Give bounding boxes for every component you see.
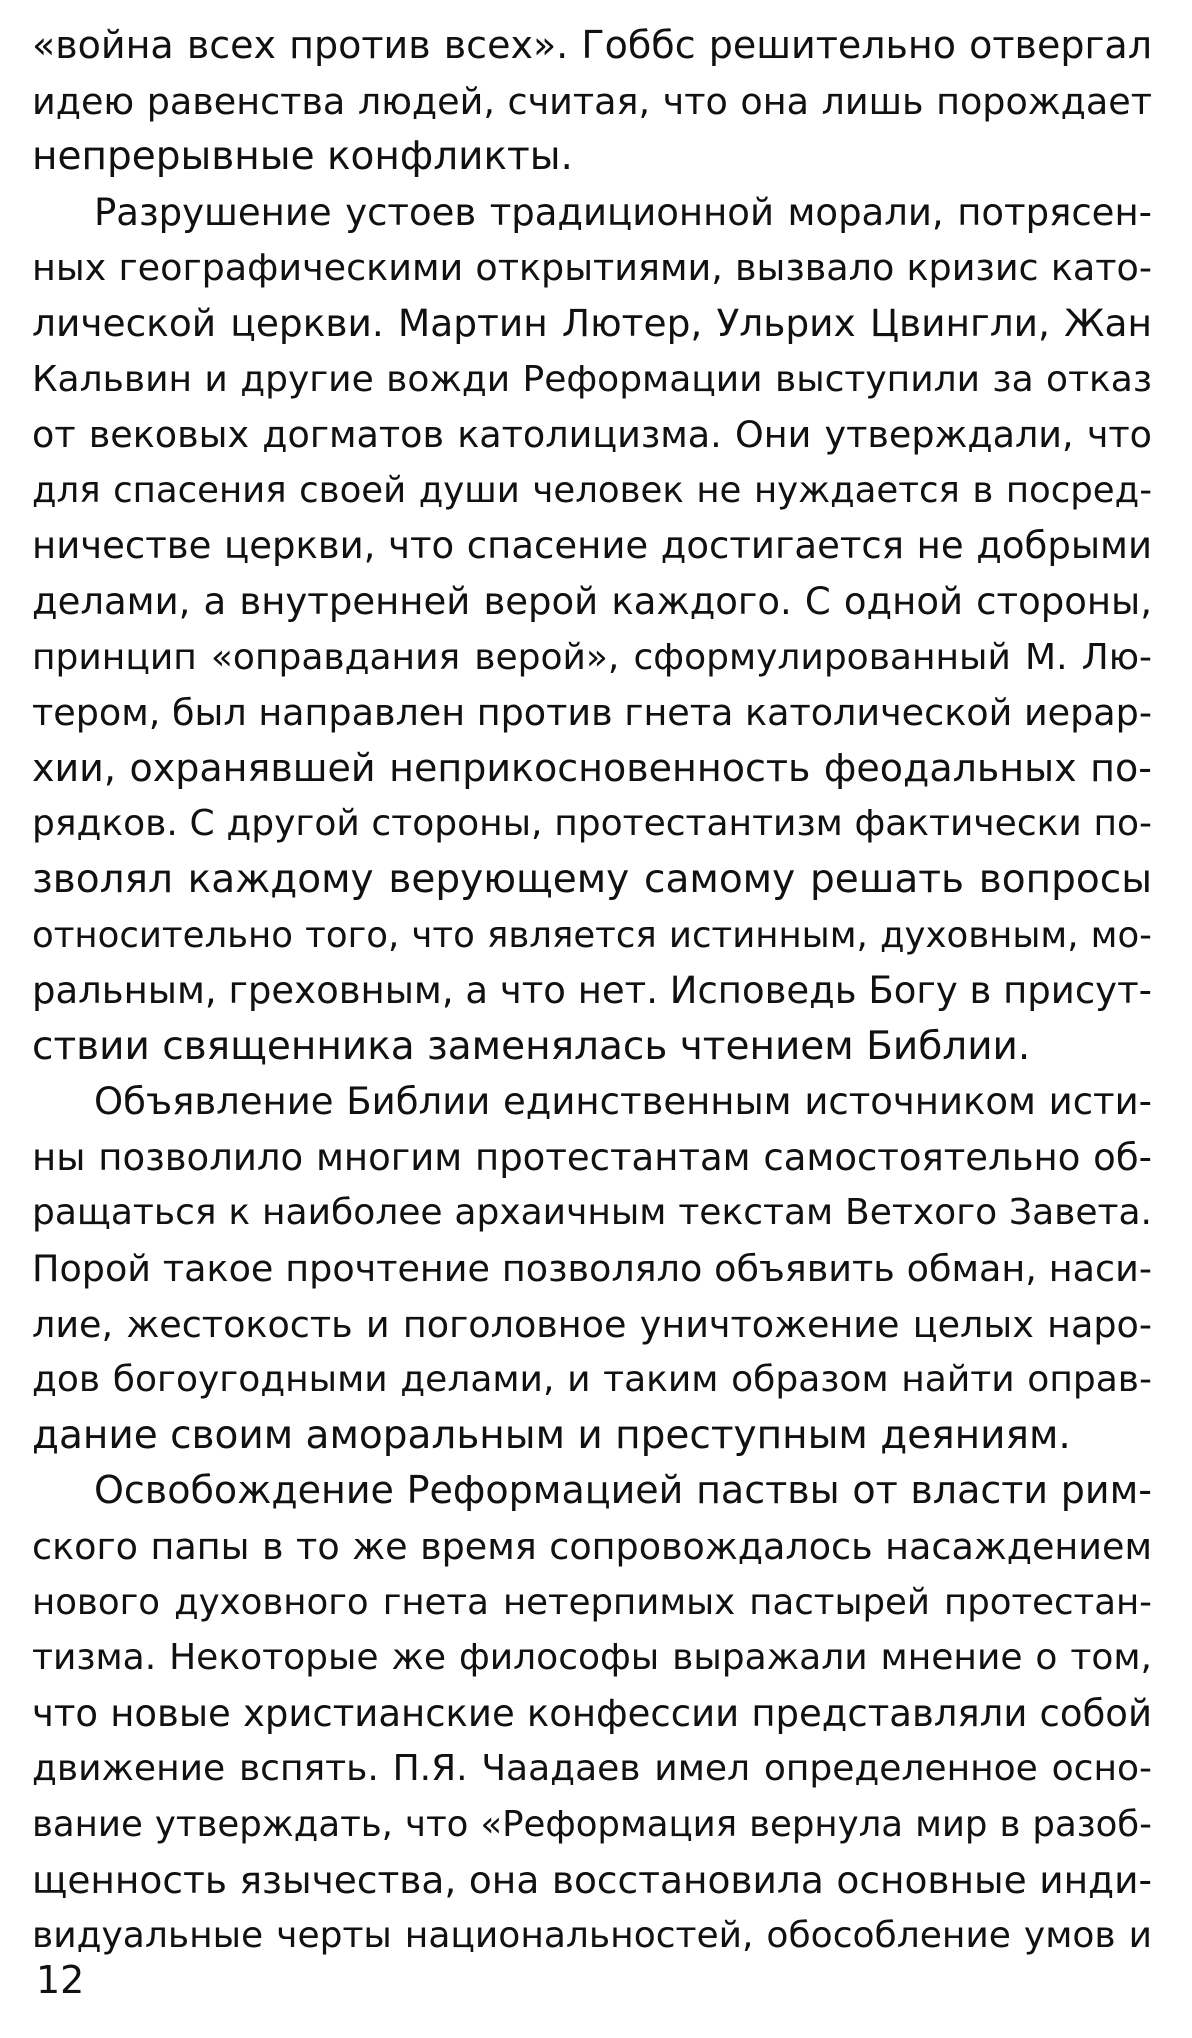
text-line: «война всех против всех». Гоббс решительно отвергал	[32, 23, 1152, 67]
text-line: ского папы в то же время сопровождалось насаждением	[32, 1525, 1152, 1569]
text-line: лической церкви. Мартин Лютер, Ульрих Цвингли, Жан	[32, 300, 1152, 345]
text-line: рядков. С другой стороны, протестантизм фактически по-	[32, 803, 1152, 845]
text-line: щенность язычества, она восстановила основные инди-	[32, 1857, 1152, 1902]
page-text	[32, 18, 1152, 1957]
paragraph-3	[32, 1074, 1152, 1463]
text-line: видуальные черты национальностей, обособление умов и	[32, 1915, 1152, 1957]
text-line: Освобождение Реформацией паствы от власти рим-	[94, 1468, 1152, 1513]
text-line: ных географическими открытиями, вызвало кризис като-	[32, 246, 1152, 290]
text-line: ращаться к наиболее архаичным текстам Ветхого Завета.	[32, 1192, 1152, 1234]
paragraph-1	[32, 18, 1152, 185]
text-line: нового духовного гнета нетерпимых пастырей протестан-	[32, 1581, 1152, 1623]
text-line: принцип «оправдания верой», сформулированный М. Лю-	[32, 636, 1152, 678]
text-line: хии, охранявшей неприкосновенность феодальных по-	[32, 745, 1152, 790]
text-line: Объявление Библии единственным источником исти-	[94, 1080, 1152, 1124]
paragraph-4	[32, 1463, 1152, 1963]
paragraph-2	[32, 185, 1152, 1075]
text-line: непрерывные конфликты.	[32, 134, 573, 180]
text-line: от вековых догматов католицизма. Они утверждали, что	[32, 413, 1152, 457]
text-line: Разрушение устоев традиционной морали, потрясен-	[94, 190, 1152, 234]
text-line: лие, жестокость и поголовное уничтожение целых наро-	[32, 1302, 1152, 1346]
text-line: вание утверждать, что «Реформация вернула мир в разоб-	[32, 1804, 1152, 1845]
text-line: тером, был направлен против гнета католической иерар-	[32, 691, 1152, 735]
text-line: Кальвин и другие вожди Реформации выступили за отказ	[32, 358, 1152, 400]
text-line: дов богоугодными делами, и таким образом найти оправ-	[32, 1359, 1152, 1401]
page-number: 12	[36, 1958, 85, 2002]
text-line: движение вспять. П.Я. Чаадаев имел определенное осно-	[32, 1748, 1152, 1790]
text-line: для спасения своей души человек не нуждается в посред-	[32, 469, 1152, 511]
text-line: дание своим аморальным и преступным деяниям.	[32, 1412, 1071, 1458]
text-line: ничестве церкви, что спасение достигается не добрыми	[32, 524, 1152, 568]
text-line: зволял каждому верующему самому решать вопросы	[32, 856, 1152, 902]
text-line: ны позволило многим протестантам самостоятельно об-	[32, 1135, 1152, 1179]
text-line: делами, а внутренней верой каждого. С одной стороны,	[32, 579, 1152, 623]
text-line: идею равенства людей, считая, что она лишь порождает	[32, 79, 1152, 123]
text-line: тизма. Некоторые же философы выражали мнение о том,	[32, 1637, 1152, 1679]
text-line: Порой такое прочтение позволяло объявить обман, наси-	[32, 1247, 1152, 1291]
text-line: относительно того, что является истинным, духовным, мо-	[32, 914, 1152, 956]
text-line: что новые христианские конфессии представляли собой	[32, 1691, 1152, 1735]
text-line: ральным, греховным, а что нет. Исповедь Богу в присут-	[32, 969, 1152, 1013]
text-line: ствии священника заменялась чтением Библии.	[32, 1023, 1031, 1069]
